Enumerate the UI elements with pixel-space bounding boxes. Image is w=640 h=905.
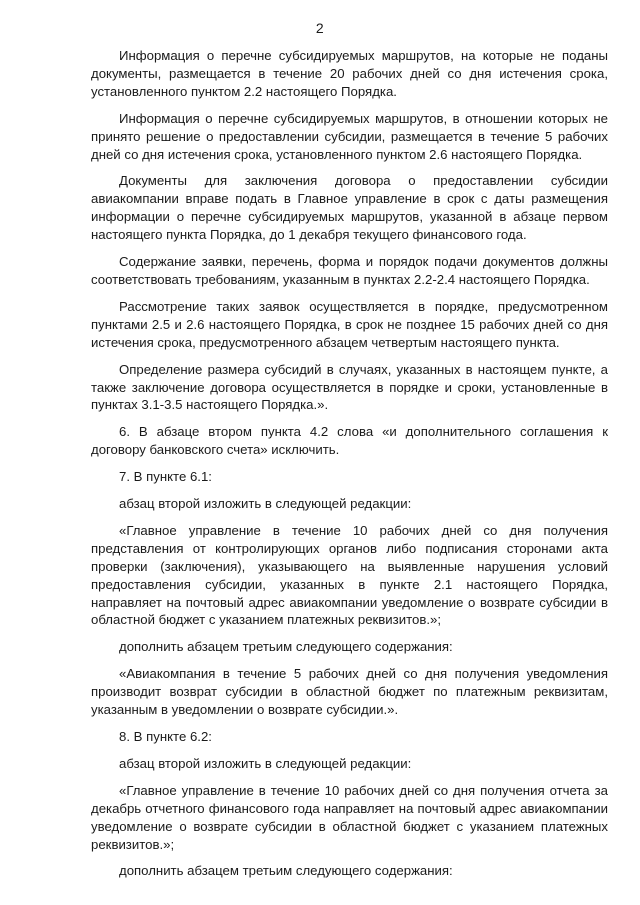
paragraph: Определение размера субсидий в случаях, указанных в настоящем пункте, а также заключение договора осуществляется в порядке и сроки, установленные в пунктах 3.1-3.5 настоящего Порядка.». (91, 361, 608, 413)
paragraph: абзац второй изложить в следующей редакции: (119, 755, 412, 771)
paragraph: Документы для заключения договора о предоставлении субсидии авиакомпании вправе подать в Главное управление в срок с даты размещения информации о перечне субсидируемых маршрутов, указанной в абзаце первом настоящего пункта Порядка, до 1 декабря текущего финансового года. (91, 173, 608, 243)
amendment-item-8-heading: 8. В пункте 6.2: (119, 729, 212, 744)
amendment-item-6: 6. В абзаце втором пункта 4.2 слова «и дополнительного соглашения к договору банковского счета» исключить. (91, 424, 608, 458)
paragraph: Информация о перечне субсидируемых маршрутов, в отношении которых не принято решение о предоставлении субсидии, размещается в течение 5 рабочих дней со дня истечения срока, установленного пунктом 2.6 настоящего Порядка. (91, 110, 608, 162)
quoted-paragraph: «Авиакомпания в течение 5 рабочих дней со дня получения уведомления производит возврат субсидии в областной бюджет по платежным реквизитам, указанным в уведомлении о возврате субсидии.». (91, 666, 608, 718)
page-number: 2 (315, 20, 325, 36)
paragraph: Информация о перечне субсидируемых маршрутов, на которые не поданы документы, размещается в течение 20 рабочих дней со дня истечения срока, установленного пунктом 2.2 настоящего Порядка. (91, 48, 608, 99)
paragraph: дополнить абзацем третьим следующего содержания: (119, 863, 453, 879)
paragraph: дополнить абзацем третьим следующего содержания: (119, 639, 453, 655)
paragraph: абзац второй изложить в следующей редакции: (119, 496, 412, 512)
amendment-item-7-heading: 7. В пункте 6.1: (119, 469, 212, 485)
paragraph: Содержание заявки, перечень, форма и порядок подачи документов должны соответствовать требованиям, указанным в пунктах 2.2-2.4 настоящего Порядка. (91, 254, 608, 287)
document-body (91, 47, 608, 889)
quoted-paragraph: «Главное управление в течение 10 рабочих дней со дня получения отчета за декабрь отчетного финансового года направляет на почтовый адрес авиакомпании уведомление о возврате субсидии в областной бюджет с указанием платежных реквизитов.»; (91, 782, 608, 852)
quoted-paragraph: «Главное управление в течение 10 рабочих дней со дня получения представления от контролирующих органов либо подписания сторонами акта проверки (заключения), указывающего на выявленные нарушения условий предоставления субсидии, указанных в пункте 2.1 настоящего Порядка, направляет на почтовый адрес авиакомпании уведомление о возврате субсидии в областной бюджет с указанием платежных реквизитов.»; (91, 522, 608, 628)
paragraph: Рассмотрение таких заявок осуществляется в порядке, предусмотренном пунктами 2.5 и 2.6 настоящего Порядка, в срок не позднее 15 рабочих дней со дня истечения срока, предусмотренного абзацем четвертым настоящего пункта. (91, 298, 608, 350)
